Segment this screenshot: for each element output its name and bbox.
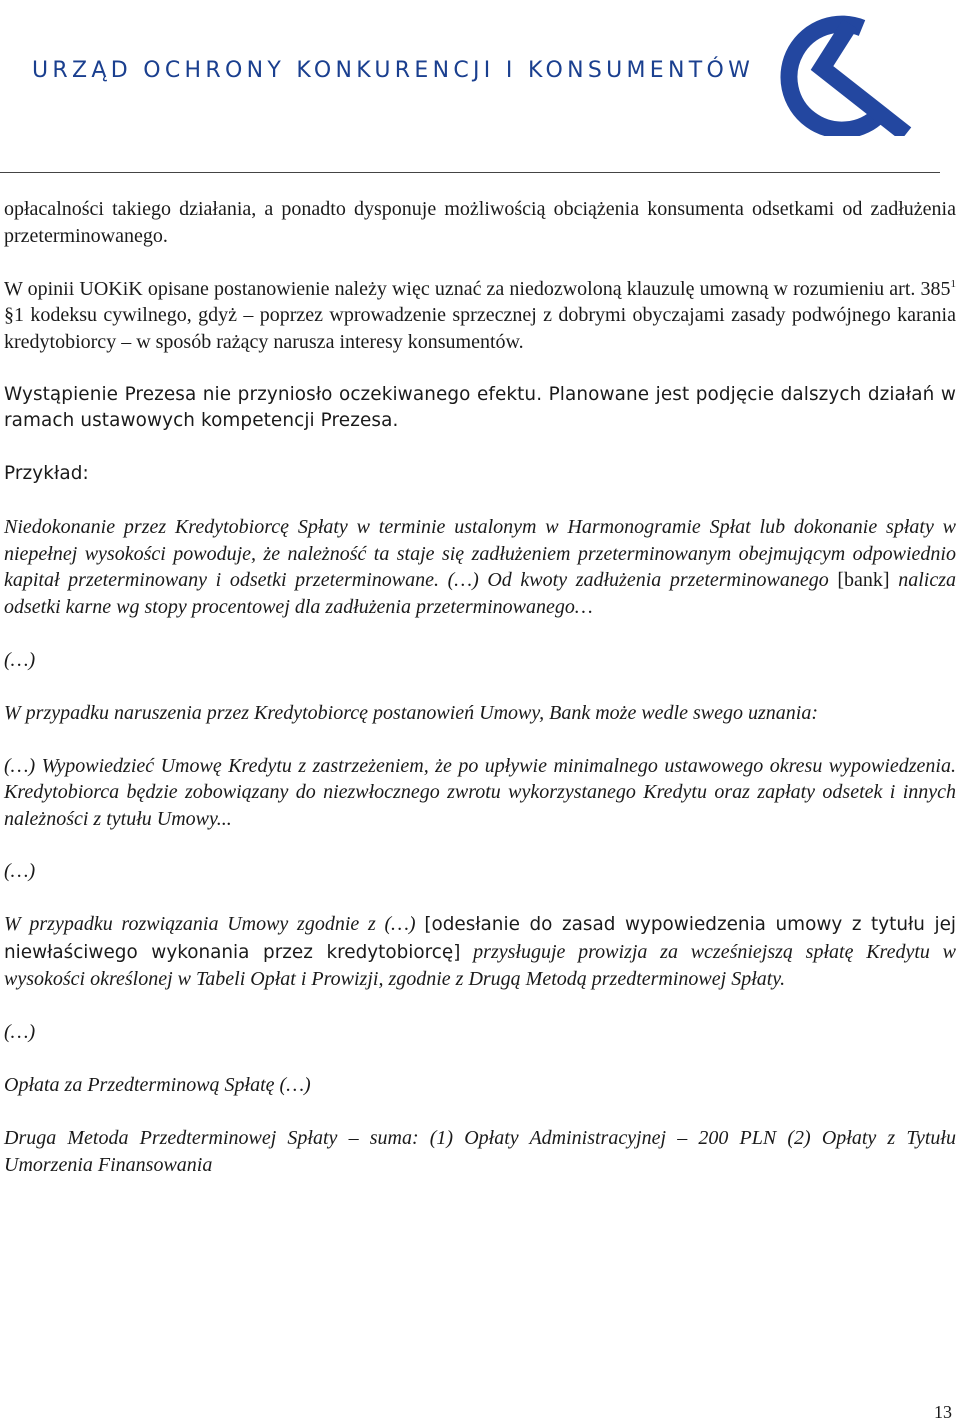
ellipsis-1: (…) (4, 648, 36, 671)
quote-paragraph-6: Druga Metoda Przedterminowej Spłaty – suma: (1) Opłaty Administracyjnej – 200 PLN (2) Opłaty z Tytułu Umorzenia Finansowania (4, 1127, 956, 1176)
paragraph-2-part-a: W opinii UOKiK opisane postanowienie należy więc uznać za niedozwoloną klauzulę umowną w rozumieniu art. 385 (4, 277, 951, 300)
paragraph-2-superscript: 1 (950, 277, 956, 290)
quote-1-part-c: nalicza odsetki karne wg stopy procentowej dla zadłużenia przeterminowanego… (4, 569, 956, 618)
paragraph-3: Wystąpienie Prezesa nie przyniosło oczekiwanego efektu. Planowane jest podjęcie dalszych działań w ramach ustawowych kompetencji Prezesa. (4, 383, 956, 431)
quote-paragraph-2: W przypadku naruszenia przez Kredytobiorcę postanowień Umowy, Bank może wedle swego uznania: (4, 701, 818, 724)
paragraph-1: opłacalności takiego działania, a ponadto dysponuje możliwością obciążenia konsumenta odsetkami od zadłużenia przeterminowanego. (4, 198, 956, 247)
quote-paragraph-4 (4, 911, 956, 993)
quote-4-bracket: [odesłanie do zasad wypowiedzenia umowy z tytułu jej niewłaściwego wykonania przez kredytobiorcę] (4, 914, 957, 963)
page-number: 13 (934, 1402, 952, 1422)
quote-paragraph-3: (…) Wypowiedzieć Umowę Kredytu z zastrzeżeniem, że po upływie minimalnego ustawowego okresu wypowiedzenia. Kredytobiorca będzie zobowiązany do niezwłocznego zwrotu wykorzystanego Kredytu oraz zapłaty odsetek i innych należności z tytułu Umowy... (4, 754, 956, 830)
ellipsis-3: (…) (4, 1021, 36, 1043)
quote-paragraph-5: Opłata za Przedterminową Spłatę (…) (4, 1074, 311, 1096)
header-divider (0, 172, 940, 173)
quote-4-part-a: W przypadku rozwiązania Umowy zgodnie z (…) (4, 913, 425, 935)
paragraph-2 (4, 276, 956, 356)
example-label: Przykład: (4, 463, 89, 484)
quote-1-part-a: Niedokonanie przez Kredytobiorcę Spłaty w terminie ustalonym w Harmonogramie Spłat lub dokonanie spłaty w niepełnej wysokości powoduje, że należność ta staje się zadłużeniem przeterminowanym obejmującym odpowiednio kapitał przeterminowany i odsetki przeterminowane. (…) Od kwoty zadłużenia przeterminowanego (4, 516, 956, 591)
paragraph-2-part-b: §1 kodeksu cywilnego, gdyż – poprzez wprowadzenie sprzecznej z dobrymi obyczajami zasady podwójnego karania kredytobiorcy – w sposób rażący narusza interesy konsumentów. (4, 304, 956, 353)
quote-paragraph-1 (4, 514, 956, 620)
document-body (4, 196, 956, 1205)
page-header-title: URZĄD OCHRONY KONKURENCJI I KONSUMENTÓW (32, 58, 755, 83)
quote-1-bracket: [bank] (837, 569, 890, 591)
uokik-logo-icon (778, 10, 912, 136)
ellipsis-2: (…) (4, 860, 36, 882)
quote-4-part-c: przysługuje prowizja za wcześniejszą spłatę Kredytu w wysokości określonej w Tabeli Opłat i Prowizji, zgodnie z Drugą Metodą przedterminowej Spłaty. (4, 940, 956, 990)
